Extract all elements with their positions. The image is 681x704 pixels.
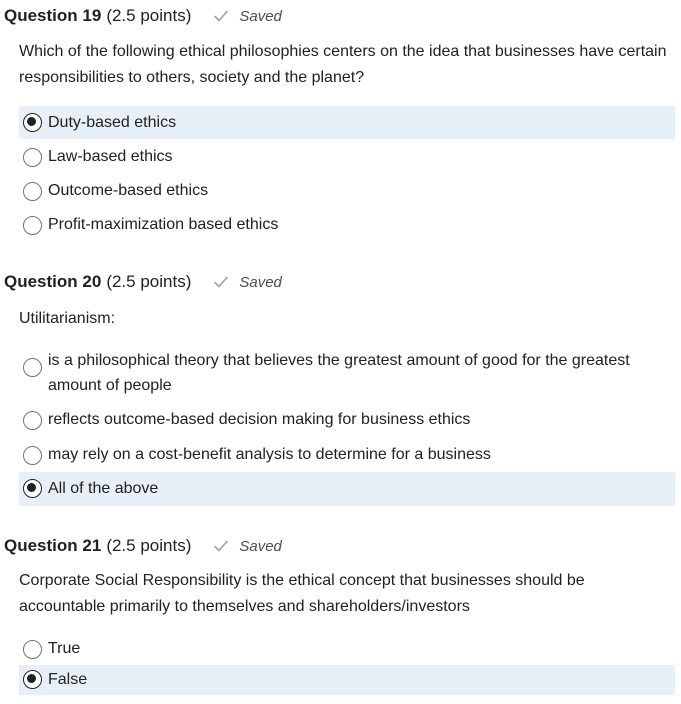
radio-button[interactable] (23, 446, 42, 465)
checkmark-icon (213, 275, 229, 289)
checkmark-icon (213, 9, 229, 23)
answer-label: Duty-based ethics (48, 114, 177, 131)
question-header (4, 4, 282, 28)
question-title: Question 21 (4, 536, 102, 555)
radio-button[interactable] (23, 182, 42, 201)
answer-option[interactable] (19, 636, 675, 664)
answer-label: Profit-maximization based ethics (48, 216, 279, 233)
saved-status (213, 538, 282, 555)
answer-option[interactable] (19, 442, 675, 472)
radio-button[interactable] (23, 358, 42, 377)
answer-option[interactable] (19, 106, 675, 139)
answer-label: Law-based ethics (48, 148, 173, 165)
radio-button[interactable] (23, 411, 42, 430)
radio-button[interactable] (23, 640, 42, 659)
question-title: Question 19 (4, 6, 102, 25)
answer-label: is a philosophical theory that believes the greatest amount of good for the greatest amount of people (48, 352, 630, 394)
saved-label: Saved (239, 537, 282, 555)
question-points: (2.5 points) (106, 272, 192, 291)
question-text: Corporate Social Responsibility is the ethical concept that businesses should be accountable primarily to themselves and shareholders/investors (19, 572, 585, 615)
radio-button[interactable] (23, 479, 42, 498)
answer-option[interactable] (19, 144, 675, 174)
question-points: (2.5 points) (106, 536, 192, 555)
saved-label: Saved (239, 7, 282, 25)
radio-button[interactable] (23, 113, 42, 132)
question-points: (2.5 points) (106, 6, 192, 25)
saved-label: Saved (239, 273, 282, 291)
radio-button[interactable] (23, 148, 42, 167)
question-title: Question 20 (4, 272, 102, 291)
answer-label: may rely on a cost-benefit analysis to determine for a business (48, 446, 491, 463)
answer-label: reflects outcome-based decision making for business ethics (48, 411, 471, 428)
saved-status (213, 8, 282, 25)
answer-option[interactable] (19, 348, 675, 400)
answer-label: True (48, 640, 81, 657)
question-header (4, 270, 282, 294)
saved-status (213, 274, 282, 291)
question-text: Which of the following ethical philosophies centers on the idea that businesses have certain responsibilities to others, society and the planet? (19, 43, 667, 86)
answer-label: Outcome-based ethics (48, 182, 209, 199)
checkmark-icon (213, 539, 229, 553)
answer-label: False (48, 671, 88, 688)
question-text: Utilitarianism: (19, 310, 116, 327)
question-header (4, 534, 282, 558)
answer-option[interactable] (19, 407, 675, 437)
radio-button[interactable] (23, 670, 42, 689)
answer-option[interactable] (19, 472, 675, 506)
answer-label: All of the above (48, 480, 159, 497)
answer-option[interactable] (19, 665, 675, 695)
answer-option[interactable] (19, 178, 675, 208)
answer-option[interactable] (19, 212, 675, 242)
radio-button[interactable] (23, 216, 42, 235)
